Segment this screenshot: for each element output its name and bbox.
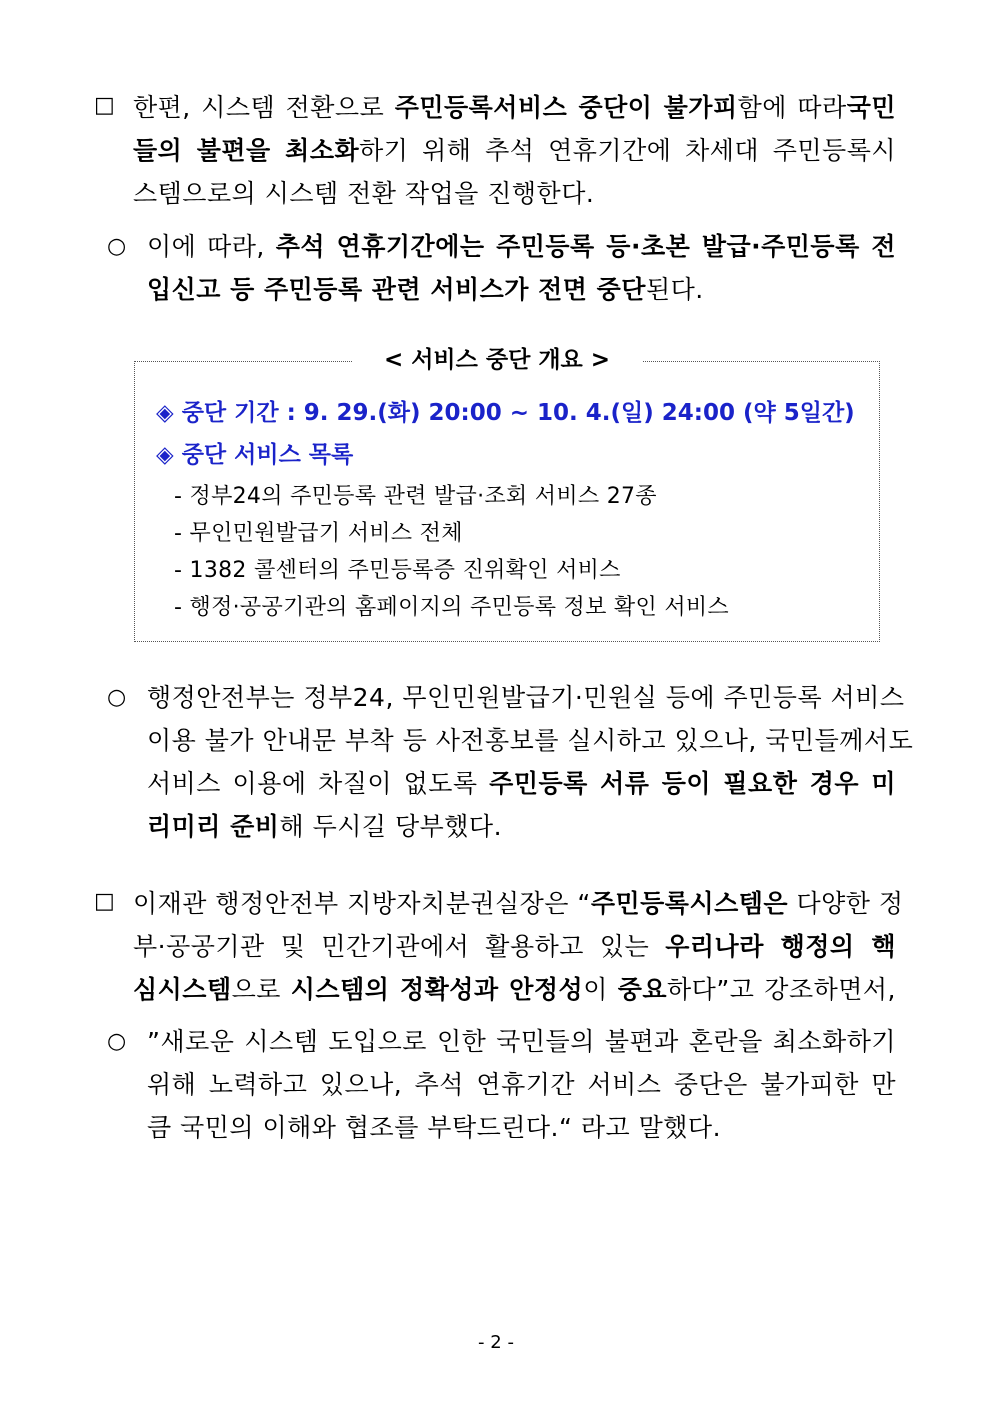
text-line: 서비스 이용에 차질이 없도록 주민등록 서류 등이 필요한 경우 미	[147, 769, 897, 798]
text-line: 큼 국민의 이해와 협조를 부탁드린다.“ 라고 말했다.	[147, 1113, 722, 1142]
text-line: 행정안전부는 정부24, 무인민원발급기·민원실 등에 주민등록 서비스	[147, 683, 905, 712]
circle-bullet: ○	[107, 1029, 127, 1054]
service-list-item: - 무인민원발급기 서비스 전체	[174, 521, 463, 546]
suspension-period: ◈ 중단 기간 : 9. 29.(화) 20:00 ~ 10. 4.(일) 24:00 (약 5일간)	[156, 400, 855, 426]
text-line: 입신고 등 주민등록 관련 서비스가 전면 중단된다.	[147, 275, 704, 304]
text-line: 리미리 준비해 두시길 당부했다.	[147, 812, 503, 841]
text-line: 심시스템으로 시스템의 정확성과 안정성이 중요하다”고 강조하면서,	[133, 975, 896, 1004]
paragraph-quote	[147, 1020, 896, 1149]
service-list-item: - 1382 콜센터의 주민등록증 진위확인 서비스	[174, 558, 621, 583]
page-number: - 2 -	[478, 1332, 514, 1353]
text-line: 한편, 시스템 전환으로 주민등록서비스 중단이 불가피함에 따라국민	[133, 93, 896, 122]
paragraph-advance-notice	[147, 676, 914, 848]
summary-box-title: < 서비스 중단 개요 >	[352, 340, 642, 380]
text-line: 부·공공기관 및 민간기관에서 활용하고 있는 우리나라 행정의 핵	[133, 932, 897, 961]
checkbox-bullet: □	[94, 93, 115, 118]
service-list-item: - 정부24의 주민등록 관련 발급·조회 서비스 27종	[174, 484, 657, 509]
text-line: 이에 따라, 추석 연휴기간에는 주민등록 등·초본 발급·주민등록 전	[147, 232, 896, 261]
service-list-item: - 행정·공공기관의 홈페이지의 주민등록 정보 확인 서비스	[174, 595, 729, 620]
paragraph-official-statement	[133, 882, 904, 1011]
text-line: ”새로운 시스템 도입으로 인한 국민들의 불편과 혼란을 최소화하기	[147, 1027, 896, 1056]
text-line: 위해 노력하고 있으나, 추석 연휴기간 서비스 중단은 불가피한 만	[147, 1070, 896, 1099]
checkbox-bullet: □	[94, 889, 115, 914]
text-line: 들의 불편을 최소화하기 위해 추석 연휴기간에 차세대 주민등록시	[133, 136, 896, 165]
suspended-services-heading: ◈ 중단 서비스 목록	[156, 442, 354, 468]
paragraph-system-transition	[133, 86, 896, 215]
circle-bullet: ○	[107, 234, 127, 259]
text-line: 스템으로의 시스템 전환 작업을 진행한다.	[133, 179, 595, 208]
circle-bullet: ○	[107, 685, 127, 710]
text-line: 이용 불가 안내문 부착 등 사전홍보를 실시하고 있으나, 국민들께서도	[147, 726, 914, 755]
text-line: 이재관 행정안전부 지방자치분권실장은 “주민등록시스템은 다양한 정	[133, 889, 904, 918]
paragraph-service-suspension	[147, 225, 896, 311]
